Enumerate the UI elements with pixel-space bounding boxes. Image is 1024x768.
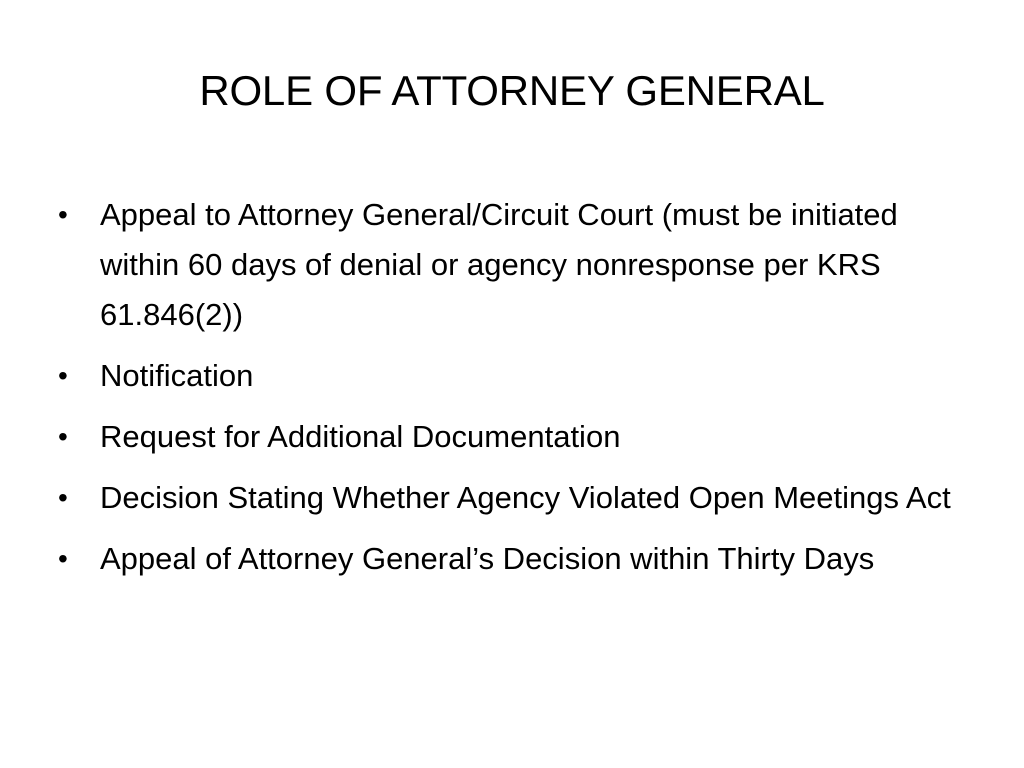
bullet-icon: • xyxy=(58,199,68,230)
bullet-item xyxy=(58,412,958,462)
bullet-icon: • xyxy=(58,360,68,391)
bullet-item xyxy=(58,351,958,401)
bullet-item xyxy=(58,534,958,584)
bullet-icon: • xyxy=(58,421,68,452)
bullet-text: Notification xyxy=(100,358,254,393)
bullet-text: Request for Additional Documentation xyxy=(100,419,621,454)
bullet-list xyxy=(58,190,958,595)
bullet-icon: • xyxy=(58,543,68,574)
bullet-text: Appeal of Attorney General’s Decision within Thirty Days xyxy=(100,541,875,576)
bullet-text: Appeal to Attorney General/Circuit Court (must be initiated within 60 days of denial or agency nonresponse per KRS 61.846(2)) xyxy=(100,197,898,332)
bullet-item xyxy=(58,473,958,523)
bullet-item xyxy=(58,190,958,340)
slide-title: ROLE OF ATTORNEY GENERAL xyxy=(199,67,825,114)
bullet-icon: • xyxy=(58,482,68,513)
bullet-text: Decision Stating Whether Agency Violated Open Meetings Act xyxy=(100,480,951,515)
